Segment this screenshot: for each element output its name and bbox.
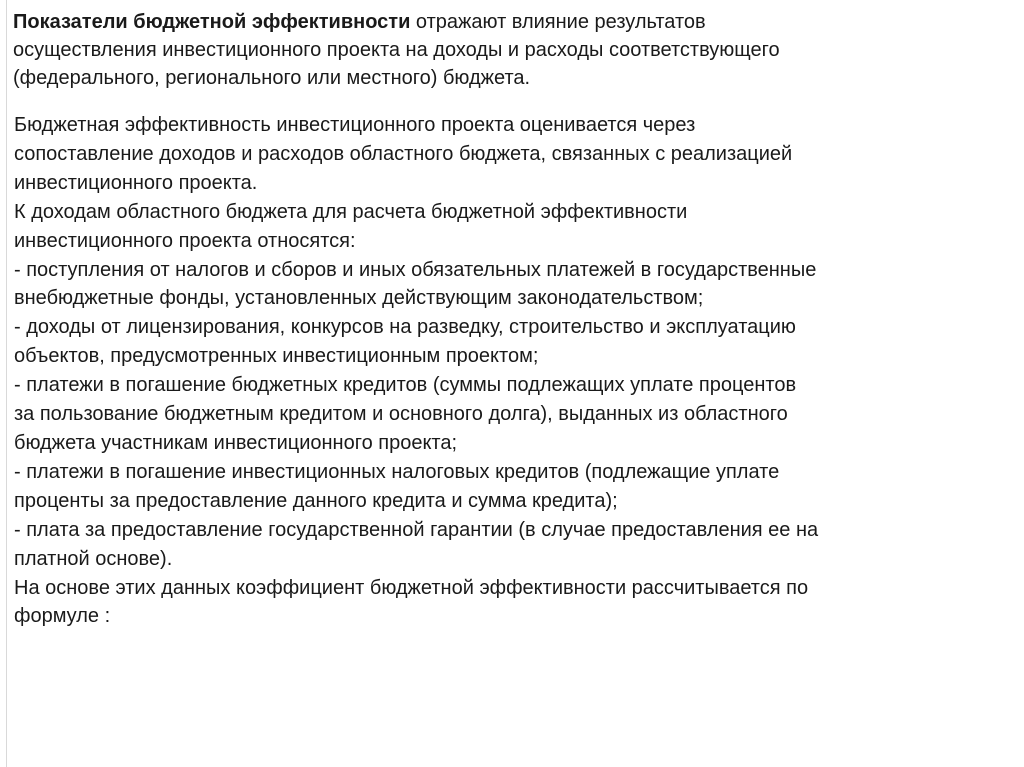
body-line-3: инвестиционного проекта. [14, 171, 258, 194]
intro-line-3: (федерального, регионального или местного) бюджета. [13, 67, 531, 89]
body-line-5: инвестиционного проекта относятся: [14, 229, 356, 252]
body-line-10: - платежи в погашение бюджетных кредитов (суммы подлежащих уплате процентов [14, 374, 797, 397]
body-line-13: - платежи в погашение инвестиционных налоговых кредитов (подлежащие уплате [14, 460, 780, 483]
intro-line-2: осуществления инвестиционного проекта на доходы и расходы соответствующего [13, 39, 780, 61]
body-line-17: На основе этих данных коэффициент бюджетной эффективности рассчитывается по [14, 576, 809, 599]
body-line-2: сопоставление доходов и расходов областного бюджета, связанных с реализацией [14, 142, 793, 165]
intro-term: Показатели бюджетной эффективности [13, 11, 411, 33]
body-line-11: за пользование бюджетным кредитом и основного долга), выданных из областного [14, 403, 788, 426]
intro-paragraph [13, 8, 1013, 92]
intro-line-1: отражают влияние результатов [410, 11, 706, 33]
body-text [14, 111, 1014, 631]
body-line-18: формуле : [14, 605, 111, 628]
body-line-9: объектов, предусмотренных инвестиционным проектом; [14, 345, 539, 368]
body-line-7: внебюджетные фонды, установленных действующим законодательством; [14, 287, 704, 310]
body-line-8: - доходы от лицензирования, конкурсов на разведку, строительство и эксплуатацию [14, 316, 796, 339]
body-line-15: - плата за предоставление государственной гарантии (в случае предоставления ее на [14, 518, 819, 541]
body-line-14: проценты за предоставление данного кредита и сумма кредита); [14, 489, 618, 512]
body-line-4: К доходам областного бюджета для расчета бюджетной эффективности [14, 200, 688, 223]
left-divider [6, 0, 7, 767]
body-line-12: бюджета участникам инвестиционного проекта; [14, 431, 458, 454]
body-line-1: Бюджетная эффективность инвестиционного проекта оценивается через [14, 114, 696, 136]
body-line-16: платной основе). [14, 547, 173, 570]
body-line-6: - поступления от налогов и сборов и иных обязательных платежей в государственные [14, 258, 817, 281]
